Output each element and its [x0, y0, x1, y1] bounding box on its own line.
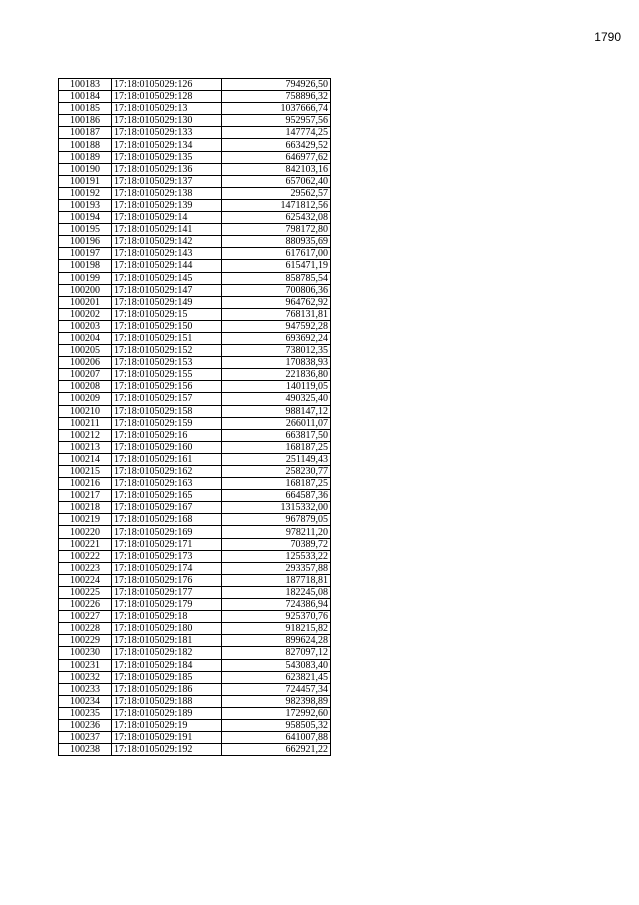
- row-number-cell: 100226: [59, 599, 112, 611]
- cadastral-number-cell: 17:18:0105029:19: [112, 719, 222, 731]
- value-cell: 899624,28: [222, 635, 331, 647]
- value-cell: 187718,81: [222, 574, 331, 586]
- table-row: [59, 175, 331, 187]
- value-cell: 168187,25: [222, 441, 331, 453]
- data-table: [58, 78, 331, 756]
- row-number-cell: 100190: [59, 163, 112, 175]
- value-cell: 925370,76: [222, 611, 331, 623]
- row-number-cell: 100205: [59, 345, 112, 357]
- row-number-cell: 100216: [59, 478, 112, 490]
- cadastral-number-cell: 17:18:0105029:128: [112, 91, 222, 103]
- cadastral-number-cell: 17:18:0105029:188: [112, 695, 222, 707]
- cadastral-number-cell: 17:18:0105029:14: [112, 212, 222, 224]
- row-number-cell: 100204: [59, 332, 112, 344]
- value-cell: 258230,77: [222, 466, 331, 478]
- cadastral-number-cell: 17:18:0105029:141: [112, 224, 222, 236]
- row-number-cell: 100221: [59, 538, 112, 550]
- table-row: [59, 562, 331, 574]
- value-cell: 615471,19: [222, 260, 331, 272]
- cadastral-number-cell: 17:18:0105029:165: [112, 490, 222, 502]
- row-number-cell: 100207: [59, 369, 112, 381]
- table-row: [59, 405, 331, 417]
- table-row: [59, 369, 331, 381]
- cadastral-number-cell: 17:18:0105029:144: [112, 260, 222, 272]
- table-row: [59, 260, 331, 272]
- table-row: [59, 550, 331, 562]
- table-row: [59, 393, 331, 405]
- cadastral-number-cell: 17:18:0105029:160: [112, 441, 222, 453]
- row-number-cell: 100237: [59, 732, 112, 744]
- table-row: [59, 707, 331, 719]
- value-cell: 738012,35: [222, 345, 331, 357]
- cadastral-number-cell: 17:18:0105029:174: [112, 562, 222, 574]
- value-cell: 982398,89: [222, 695, 331, 707]
- value-cell: 490325,40: [222, 393, 331, 405]
- cadastral-number-cell: 17:18:0105029:161: [112, 453, 222, 465]
- cadastral-number-cell: 17:18:0105029:155: [112, 369, 222, 381]
- value-cell: 140119,05: [222, 381, 331, 393]
- table-row: [59, 611, 331, 623]
- value-cell: 543083,40: [222, 659, 331, 671]
- value-cell: 29562,57: [222, 187, 331, 199]
- value-cell: 657062,40: [222, 175, 331, 187]
- table-row: [59, 236, 331, 248]
- cadastral-number-cell: 17:18:0105029:185: [112, 671, 222, 683]
- cadastral-number-cell: 17:18:0105029:130: [112, 115, 222, 127]
- value-cell: 700806,36: [222, 284, 331, 296]
- value-cell: 172992,60: [222, 707, 331, 719]
- table-row: [59, 490, 331, 502]
- row-number-cell: 100208: [59, 381, 112, 393]
- cadastral-number-cell: 17:18:0105029:163: [112, 478, 222, 490]
- table-row: [59, 248, 331, 260]
- cadastral-number-cell: 17:18:0105029:145: [112, 272, 222, 284]
- value-cell: 794926,50: [222, 79, 331, 91]
- row-number-cell: 100188: [59, 139, 112, 151]
- cadastral-number-cell: 17:18:0105029:158: [112, 405, 222, 417]
- table-row: [59, 79, 331, 91]
- cadastral-number-cell: 17:18:0105029:168: [112, 514, 222, 526]
- cadastral-number-cell: 17:18:0105029:151: [112, 332, 222, 344]
- row-number-cell: 100199: [59, 272, 112, 284]
- row-number-cell: 100200: [59, 284, 112, 296]
- cadastral-number-cell: 17:18:0105029:191: [112, 732, 222, 744]
- cadastral-number-cell: 17:18:0105029:152: [112, 345, 222, 357]
- cadastral-number-cell: 17:18:0105029:153: [112, 357, 222, 369]
- table-row: [59, 320, 331, 332]
- value-cell: 947592,28: [222, 320, 331, 332]
- value-cell: 625432,08: [222, 212, 331, 224]
- table-row: [59, 381, 331, 393]
- table-row: [59, 586, 331, 598]
- table-row: [59, 103, 331, 115]
- value-cell: 724386,94: [222, 599, 331, 611]
- table-row: [59, 357, 331, 369]
- table-row: [59, 671, 331, 683]
- value-cell: 1037666,74: [222, 103, 331, 115]
- value-cell: 952957,56: [222, 115, 331, 127]
- value-cell: 623821,45: [222, 671, 331, 683]
- table-row: [59, 127, 331, 139]
- cadastral-number-cell: 17:18:0105029:162: [112, 466, 222, 478]
- table-row: [59, 115, 331, 127]
- cadastral-number-cell: 17:18:0105029:138: [112, 187, 222, 199]
- row-number-cell: 100183: [59, 79, 112, 91]
- table-row: [59, 647, 331, 659]
- table-row: [59, 719, 331, 731]
- value-cell: 988147,12: [222, 405, 331, 417]
- row-number-cell: 100184: [59, 91, 112, 103]
- value-cell: 724457,34: [222, 683, 331, 695]
- table-row: [59, 417, 331, 429]
- row-number-cell: 100214: [59, 453, 112, 465]
- row-number-cell: 100236: [59, 719, 112, 731]
- row-number-cell: 100233: [59, 683, 112, 695]
- cadastral-number-cell: 17:18:0105029:135: [112, 151, 222, 163]
- row-number-cell: 100217: [59, 490, 112, 502]
- row-number-cell: 100211: [59, 417, 112, 429]
- table-row: [59, 514, 331, 526]
- cadastral-number-cell: 17:18:0105029:177: [112, 586, 222, 598]
- value-cell: 1315332,00: [222, 502, 331, 514]
- row-number-cell: 100209: [59, 393, 112, 405]
- table-row: [59, 284, 331, 296]
- table-row: [59, 332, 331, 344]
- value-cell: 964762,92: [222, 296, 331, 308]
- row-number-cell: 100230: [59, 647, 112, 659]
- cadastral-number-cell: 17:18:0105029:181: [112, 635, 222, 647]
- row-number-cell: 100213: [59, 441, 112, 453]
- value-cell: 827097,12: [222, 647, 331, 659]
- value-cell: 221836,80: [222, 369, 331, 381]
- value-cell: 168187,25: [222, 478, 331, 490]
- value-cell: 170838,93: [222, 357, 331, 369]
- row-number-cell: 100196: [59, 236, 112, 248]
- table-row: [59, 623, 331, 635]
- table-row: [59, 453, 331, 465]
- row-number-cell: 100219: [59, 514, 112, 526]
- table-row: [59, 744, 331, 756]
- value-cell: 617617,00: [222, 248, 331, 260]
- cadastral-number-cell: 17:18:0105029:186: [112, 683, 222, 695]
- row-number-cell: 100206: [59, 357, 112, 369]
- row-number-cell: 100197: [59, 248, 112, 260]
- row-number-cell: 100203: [59, 320, 112, 332]
- cadastral-number-cell: 17:18:0105029:149: [112, 296, 222, 308]
- value-cell: 1471812,56: [222, 199, 331, 211]
- table-row: [59, 345, 331, 357]
- row-number-cell: 100223: [59, 562, 112, 574]
- row-number-cell: 100231: [59, 659, 112, 671]
- value-cell: 662921,22: [222, 744, 331, 756]
- cadastral-number-cell: 17:18:0105029:173: [112, 550, 222, 562]
- value-cell: 293357,88: [222, 562, 331, 574]
- value-cell: 978211,20: [222, 526, 331, 538]
- table-row: [59, 212, 331, 224]
- table-row: [59, 139, 331, 151]
- row-number-cell: 100228: [59, 623, 112, 635]
- cadastral-number-cell: 17:18:0105029:189: [112, 707, 222, 719]
- value-cell: 768131,81: [222, 308, 331, 320]
- table-row: [59, 599, 331, 611]
- table-row: [59, 635, 331, 647]
- cadastral-number-cell: 17:18:0105029:136: [112, 163, 222, 175]
- value-cell: 664587,36: [222, 490, 331, 502]
- cadastral-number-cell: 17:18:0105029:147: [112, 284, 222, 296]
- row-number-cell: 100212: [59, 429, 112, 441]
- row-number-cell: 100194: [59, 212, 112, 224]
- table-row: [59, 695, 331, 707]
- row-number-cell: 100187: [59, 127, 112, 139]
- value-cell: 798172,80: [222, 224, 331, 236]
- cadastral-number-cell: 17:18:0105029:133: [112, 127, 222, 139]
- value-cell: 251149,43: [222, 453, 331, 465]
- cadastral-number-cell: 17:18:0105029:179: [112, 599, 222, 611]
- row-number-cell: 100224: [59, 574, 112, 586]
- cadastral-number-cell: 17:18:0105029:167: [112, 502, 222, 514]
- cadastral-number-cell: 17:18:0105029:143: [112, 248, 222, 260]
- row-number-cell: 100192: [59, 187, 112, 199]
- table-row: [59, 151, 331, 163]
- value-cell: 663429,52: [222, 139, 331, 151]
- table-row: [59, 441, 331, 453]
- row-number-cell: 100222: [59, 550, 112, 562]
- row-number-cell: 100229: [59, 635, 112, 647]
- cadastral-number-cell: 17:18:0105029:15: [112, 308, 222, 320]
- row-number-cell: 100186: [59, 115, 112, 127]
- cadastral-number-cell: 17:18:0105029:134: [112, 139, 222, 151]
- value-cell: 641007,88: [222, 732, 331, 744]
- row-number-cell: 100191: [59, 175, 112, 187]
- table-row: [59, 538, 331, 550]
- value-cell: 182245,08: [222, 586, 331, 598]
- value-cell: 70389,72: [222, 538, 331, 550]
- cadastral-number-cell: 17:18:0105029:176: [112, 574, 222, 586]
- table-row: [59, 478, 331, 490]
- value-cell: 693692,24: [222, 332, 331, 344]
- table-body: [59, 79, 331, 756]
- table-row: [59, 296, 331, 308]
- page-number: 1790: [594, 30, 621, 44]
- row-number-cell: 100198: [59, 260, 112, 272]
- row-number-cell: 100210: [59, 405, 112, 417]
- cadastral-number-cell: 17:18:0105029:169: [112, 526, 222, 538]
- table-row: [59, 272, 331, 284]
- cadastral-number-cell: 17:18:0105029:13: [112, 103, 222, 115]
- value-cell: 918215,82: [222, 623, 331, 635]
- row-number-cell: 100220: [59, 526, 112, 538]
- table-row: [59, 732, 331, 744]
- cadastral-number-cell: 17:18:0105029:171: [112, 538, 222, 550]
- cadastral-number-cell: 17:18:0105029:159: [112, 417, 222, 429]
- value-cell: 125533,22: [222, 550, 331, 562]
- cadastral-number-cell: 17:18:0105029:182: [112, 647, 222, 659]
- cadastral-number-cell: 17:18:0105029:150: [112, 320, 222, 332]
- value-cell: 880935,69: [222, 236, 331, 248]
- row-number-cell: 100193: [59, 199, 112, 211]
- row-number-cell: 100234: [59, 695, 112, 707]
- row-number-cell: 100218: [59, 502, 112, 514]
- table-row: [59, 199, 331, 211]
- cadastral-number-cell: 17:18:0105029:137: [112, 175, 222, 187]
- table-row: [59, 574, 331, 586]
- table-row: [59, 187, 331, 199]
- cadastral-number-cell: 17:18:0105029:180: [112, 623, 222, 635]
- cadastral-number-cell: 17:18:0105029:126: [112, 79, 222, 91]
- cadastral-number-cell: 17:18:0105029:157: [112, 393, 222, 405]
- row-number-cell: 100238: [59, 744, 112, 756]
- table-row: [59, 526, 331, 538]
- row-number-cell: 100232: [59, 671, 112, 683]
- value-cell: 147774,25: [222, 127, 331, 139]
- table-row: [59, 502, 331, 514]
- cadastral-number-cell: 17:18:0105029:184: [112, 659, 222, 671]
- row-number-cell: 100189: [59, 151, 112, 163]
- row-number-cell: 100215: [59, 466, 112, 478]
- cadastral-number-cell: 17:18:0105029:192: [112, 744, 222, 756]
- row-number-cell: 100185: [59, 103, 112, 115]
- value-cell: 842103,16: [222, 163, 331, 175]
- value-cell: 758896,32: [222, 91, 331, 103]
- value-cell: 858785,54: [222, 272, 331, 284]
- cadastral-number-cell: 17:18:0105029:18: [112, 611, 222, 623]
- cadastral-number-cell: 17:18:0105029:139: [112, 199, 222, 211]
- value-cell: 663817,50: [222, 429, 331, 441]
- cadastral-number-cell: 17:18:0105029:142: [112, 236, 222, 248]
- row-number-cell: 100201: [59, 296, 112, 308]
- value-cell: 967879,05: [222, 514, 331, 526]
- cadastral-number-cell: 17:18:0105029:16: [112, 429, 222, 441]
- table-row: [59, 224, 331, 236]
- value-cell: 646977,62: [222, 151, 331, 163]
- table-row: [59, 466, 331, 478]
- value-cell: 266011,07: [222, 417, 331, 429]
- row-number-cell: 100225: [59, 586, 112, 598]
- row-number-cell: 100202: [59, 308, 112, 320]
- table-row: [59, 91, 331, 103]
- table-row: [59, 163, 331, 175]
- table-row: [59, 683, 331, 695]
- value-cell: 958505,32: [222, 719, 331, 731]
- table-row: [59, 308, 331, 320]
- row-number-cell: 100227: [59, 611, 112, 623]
- table-row: [59, 659, 331, 671]
- table-row: [59, 429, 331, 441]
- row-number-cell: 100195: [59, 224, 112, 236]
- row-number-cell: 100235: [59, 707, 112, 719]
- cadastral-number-cell: 17:18:0105029:156: [112, 381, 222, 393]
